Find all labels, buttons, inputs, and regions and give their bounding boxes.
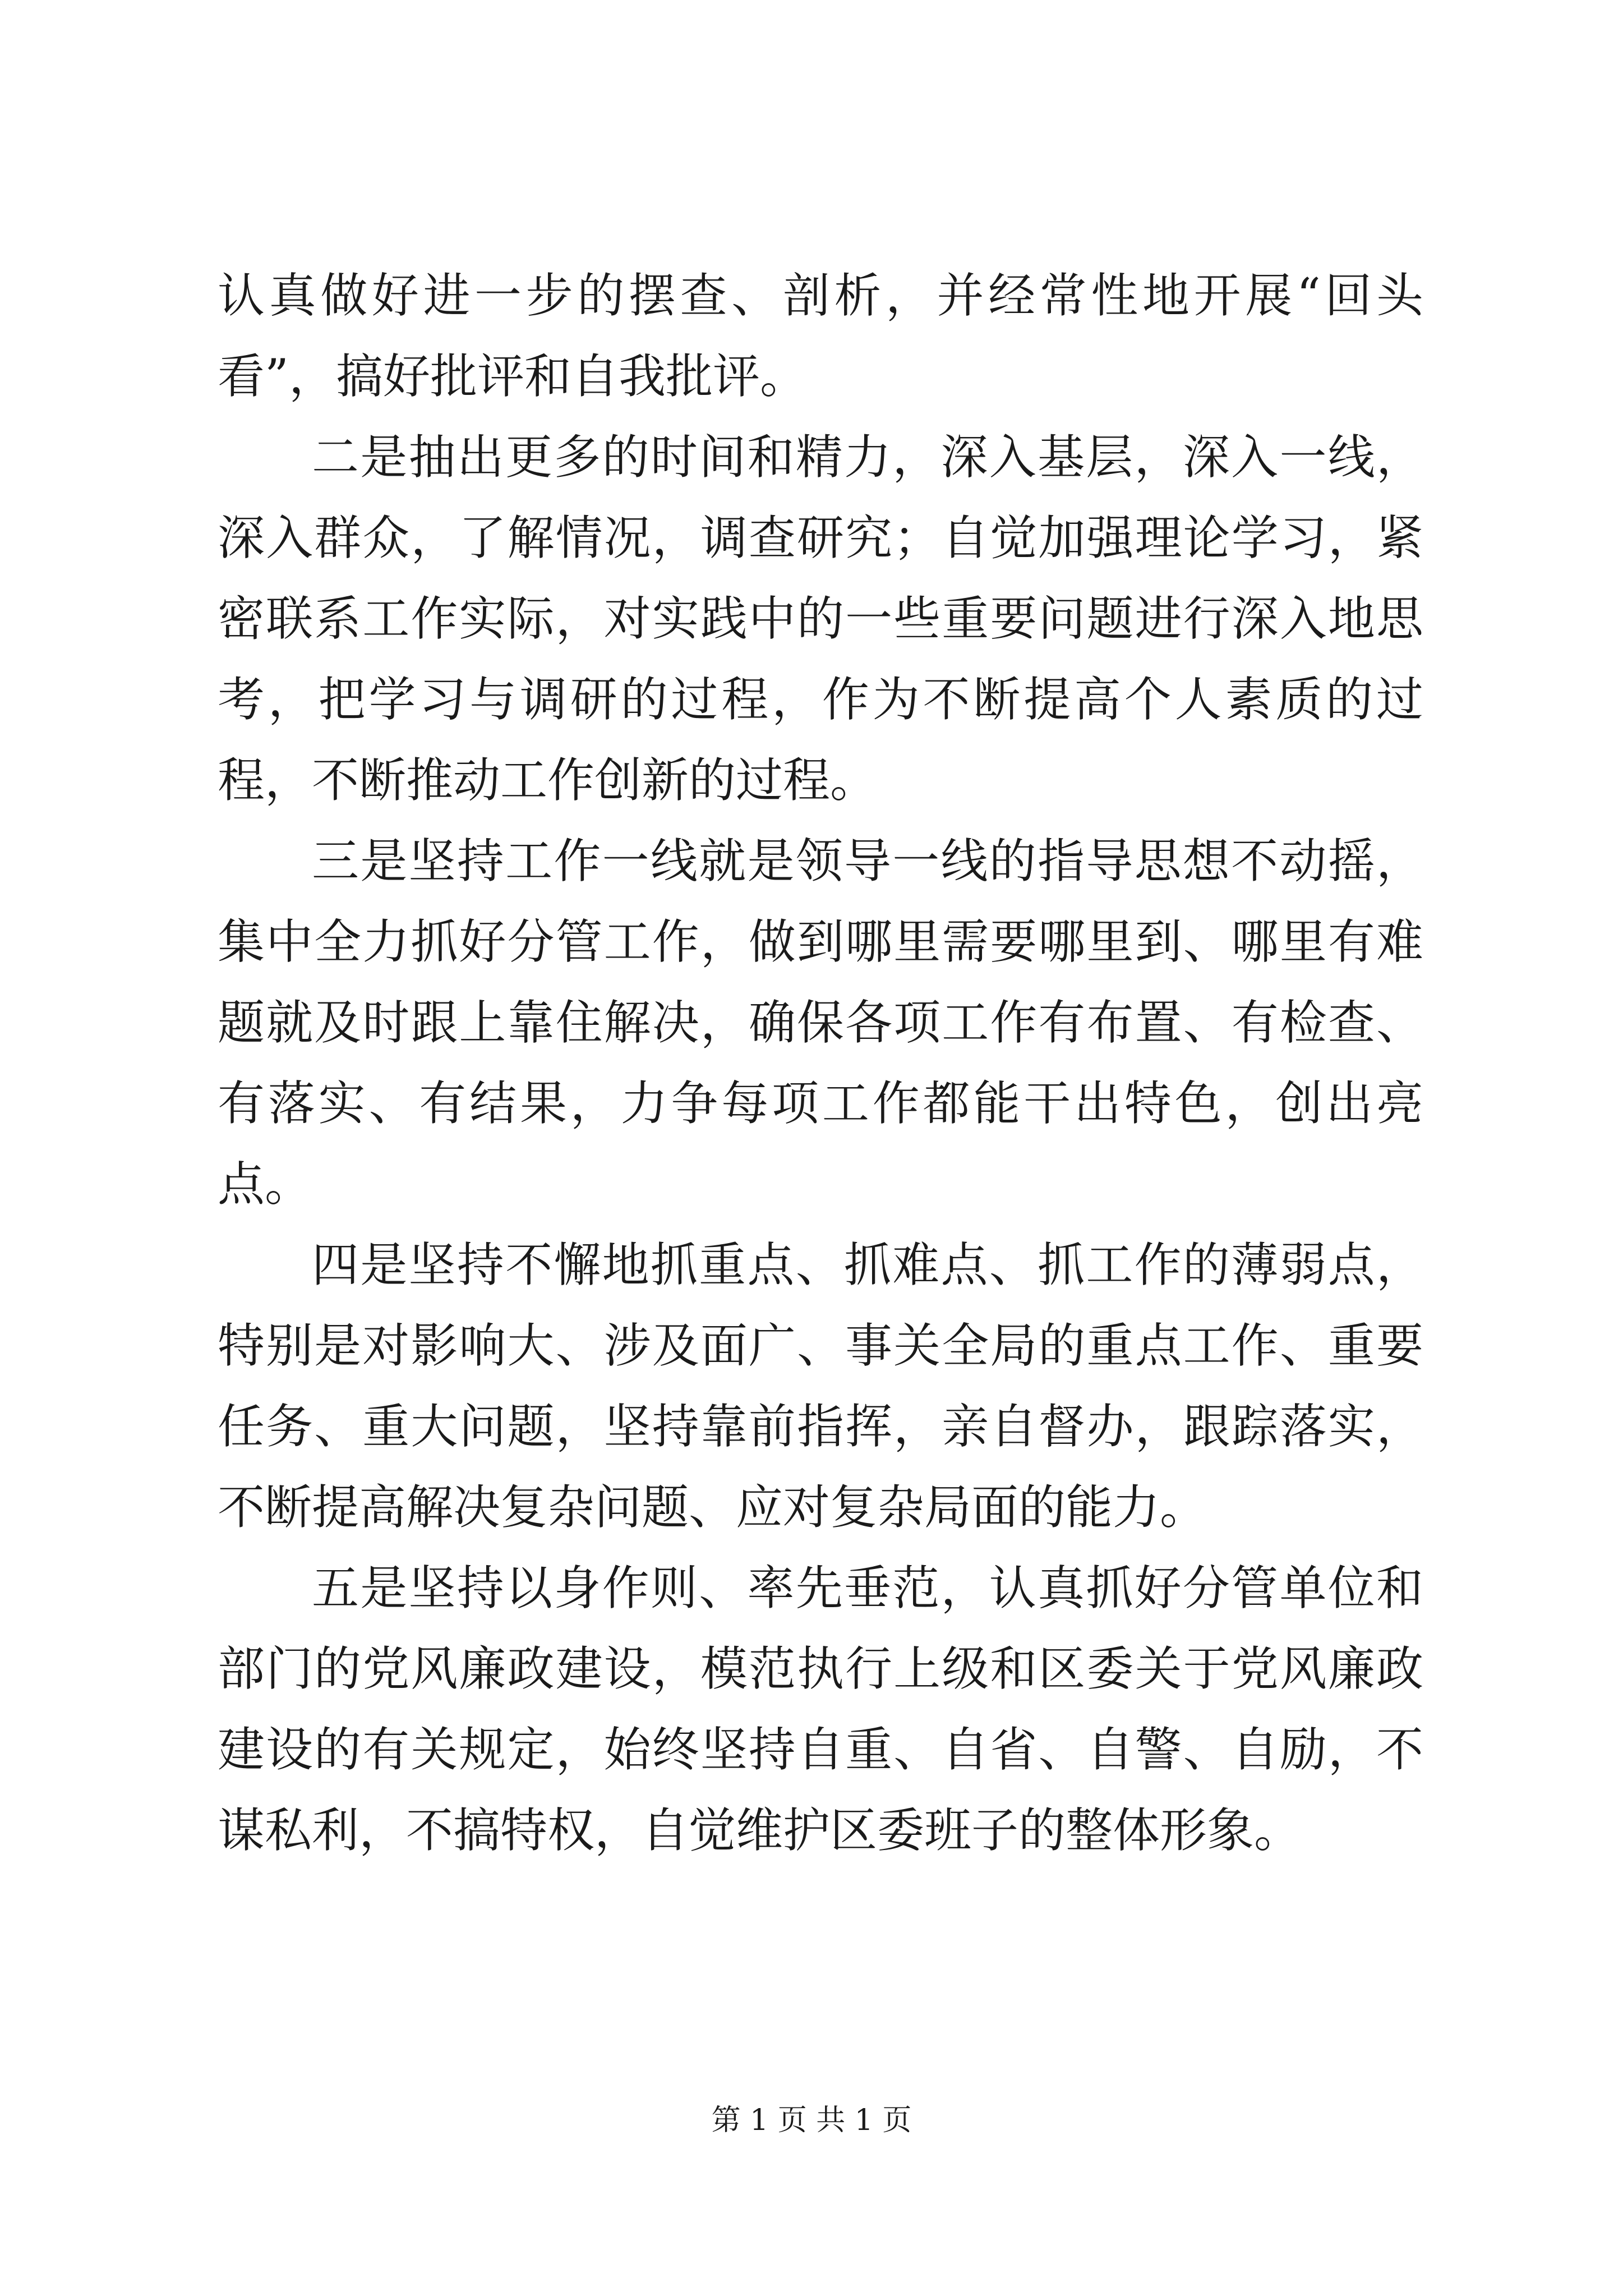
page-number-footer: 第 1 页 共 1 页 (711, 2104, 912, 2137)
paragraph-point-two: 二是抽出更多的时间和精力，深入基层，深入一线，深入群众，了解情况，调查研究；自觉加强理论学习，紧密联系工作实际，对实践中的一些重要问题进行深入地思考，把学习与调研的过程，作为不断提高个人素质的过程，不断推动工作创新的过程。 (218, 430, 1423, 808)
document-body (218, 255, 1423, 1871)
paragraph-point-three: 三是坚持工作一线就是领导一线的指导思想不动摇，集中全力抓好分管工作，做到哪里需要哪里到、哪里有难题就及时跟上靠住解决，确保各项工作有布置、有检查、有落实、有结果，力争每项工作都能干出特色，创出亮点。 (218, 834, 1423, 1212)
paragraph-continuation: 认真做好进一步的摆查、剖析，并经常性地开展“回头看”，搞好批评和自我批评。 (218, 268, 1423, 404)
paragraph-point-five: 五是坚持以身作则、率先垂范，认真抓好分管单位和部门的党风廉政建设，模范执行上级和区委关于党风廉政建设的有关规定，始终坚持自重、自省、自警、自励，不谋私利，不搞特权，自觉维护区委班子的整体形象。 (218, 1561, 1423, 1858)
paragraph-point-four: 四是坚持不懈地抓重点、抓难点、抓工作的薄弱点，特别是对影响大、涉及面广、事关全局的重点工作、重要任务、重大问题，坚持靠前指挥，亲自督办，跟踪落实，不断提高解决复杂问题、应对复杂局面的能力。 (218, 1237, 1423, 1535)
